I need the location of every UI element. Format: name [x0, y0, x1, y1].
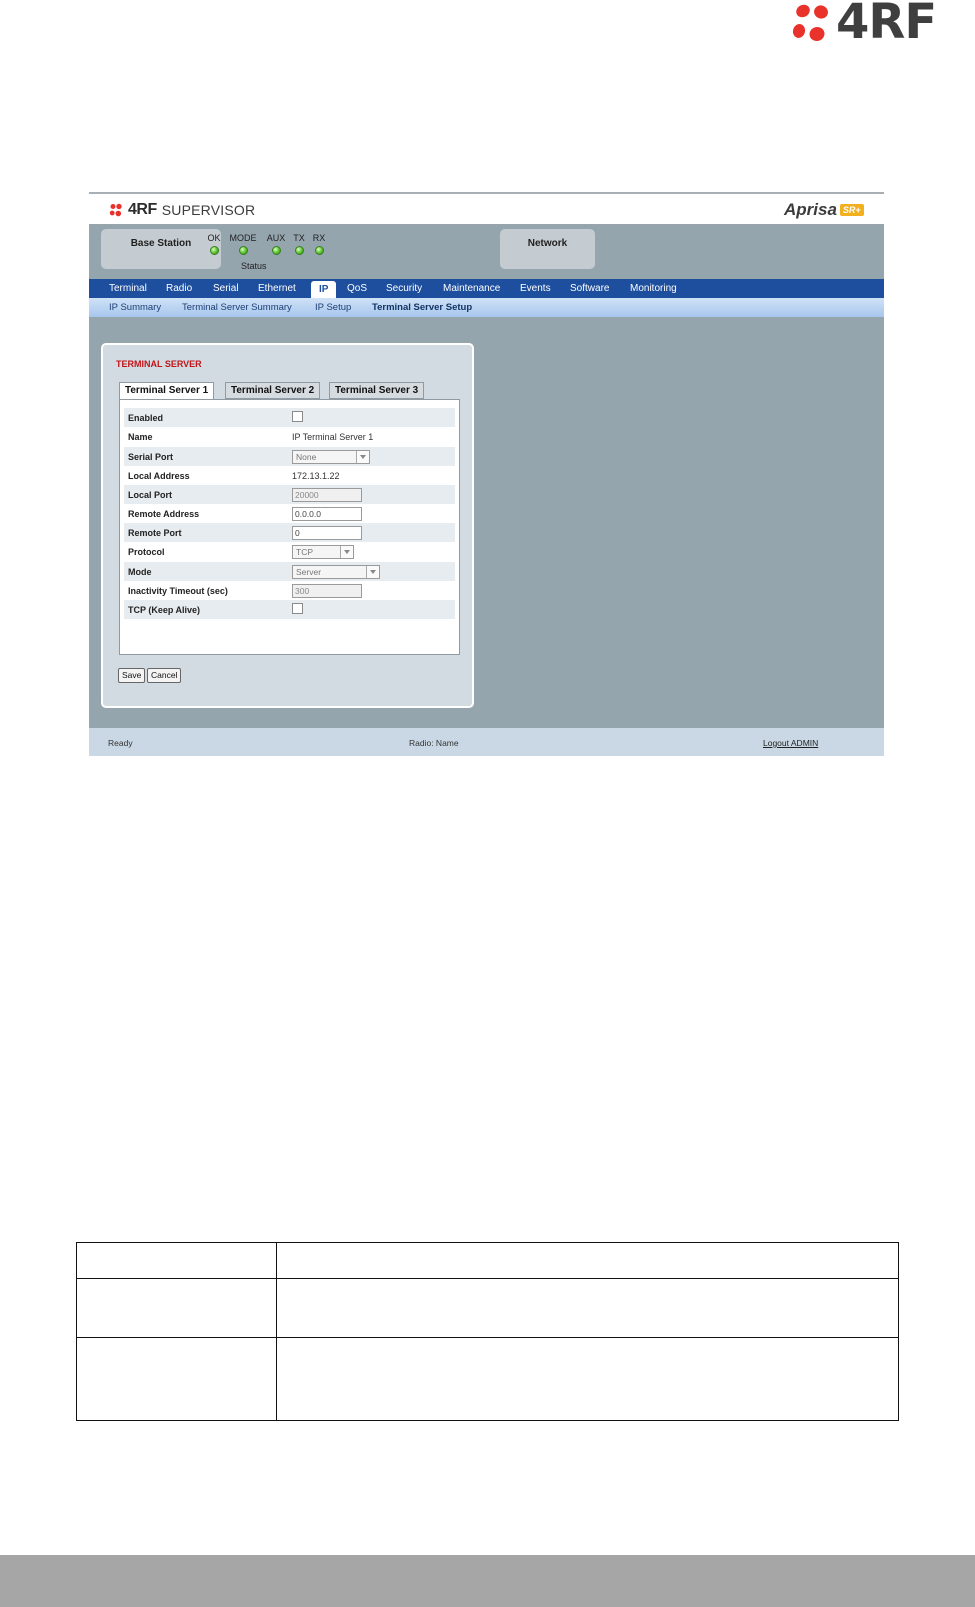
- nav-security[interactable]: Security: [386, 283, 423, 294]
- subnav-terminal-server-summary[interactable]: Terminal Server Summary: [182, 302, 292, 313]
- nav-terminal[interactable]: Terminal: [109, 283, 147, 294]
- row-remote-port: [124, 523, 455, 542]
- led-mode-icon: [239, 246, 248, 255]
- local-address-value: 172.13.1.22: [292, 471, 340, 481]
- row-local-address: [124, 466, 455, 485]
- remote-address-label: Remote Address: [128, 509, 200, 519]
- remote-port-input[interactable]: 0: [292, 526, 362, 540]
- row-local-port: [124, 485, 455, 504]
- led-ok-icon: [210, 246, 219, 255]
- mode-label: Mode: [128, 567, 152, 577]
- inactivity-timeout-label: Inactivity Timeout (sec): [128, 586, 228, 596]
- row-remote-address: [124, 504, 455, 523]
- app-header: [89, 194, 884, 225]
- enabled-checkbox[interactable]: [292, 411, 303, 422]
- led-rx-label: RX: [312, 233, 326, 243]
- base-station-box[interactable]: Base Station: [101, 229, 221, 269]
- row-protocol: [124, 542, 455, 561]
- protocol-select-value: TCP: [296, 547, 313, 557]
- panel-title: TERMINAL SERVER: [116, 359, 202, 369]
- table-cell: [77, 1338, 277, 1421]
- cancel-button[interactable]: Cancel: [147, 668, 181, 683]
- table-row: [77, 1338, 899, 1421]
- led-aux-label: AUX: [266, 233, 286, 243]
- enabled-label: Enabled: [128, 413, 164, 423]
- nav-qos[interactable]: QoS: [347, 283, 368, 294]
- led-mode: [229, 233, 257, 255]
- row-enabled: [124, 408, 455, 427]
- table-row: [77, 1279, 899, 1338]
- nav-software[interactable]: Software: [570, 283, 610, 294]
- subnav-ip-summary[interactable]: IP Summary: [109, 302, 162, 313]
- led-aux: [266, 233, 286, 255]
- nav-serial[interactable]: Serial: [213, 283, 239, 294]
- tcp-keep-alive-checkbox[interactable]: [292, 603, 303, 614]
- led-rx: [311, 233, 327, 255]
- protocol-select[interactable]: [292, 545, 354, 559]
- local-port-input[interactable]: 20000: [292, 488, 362, 502]
- page-footer-band: [0, 1555, 975, 1607]
- nav-ethernet[interactable]: Ethernet: [258, 283, 296, 294]
- remote-port-label: Remote Port: [128, 528, 182, 538]
- status-area: [89, 225, 884, 279]
- row-mode: [124, 562, 455, 581]
- row-serial-port: [124, 447, 455, 466]
- terminal-server-form: [119, 399, 460, 655]
- local-port-label: Local Port: [128, 490, 173, 500]
- terminal-server-panel: [101, 343, 474, 708]
- 4rf-logo-text: 4RF: [836, 0, 937, 50]
- table-cell: [277, 1243, 899, 1279]
- save-button[interactable]: Save: [118, 668, 145, 683]
- tab-terminal-server-3[interactable]: Terminal Server 3: [329, 382, 424, 399]
- local-address-label: Local Address: [128, 471, 190, 481]
- sub-nav: [89, 298, 884, 317]
- subnav-ip-setup[interactable]: IP Setup: [315, 302, 352, 313]
- nav-ip[interactable]: IP: [311, 281, 336, 298]
- nav-events[interactable]: Events: [520, 283, 551, 294]
- serial-port-label: Serial Port: [128, 452, 174, 462]
- 4rf-logo: [790, 0, 965, 48]
- app-footer: [89, 728, 884, 756]
- led-ok: [207, 233, 221, 255]
- subnav-terminal-server-setup[interactable]: Terminal Server Setup: [372, 302, 473, 313]
- 4rf-dots-logo-icon: [790, 2, 834, 46]
- chevron-down-icon: [340, 546, 353, 558]
- supervisor-app: [89, 192, 884, 756]
- 4rf-dots-small-icon: [109, 203, 125, 217]
- mode-select[interactable]: [292, 565, 380, 579]
- radio-name: Radio: Name: [409, 738, 459, 748]
- row-tcp-keep-alive: [124, 600, 455, 619]
- status-caption: Status: [241, 261, 267, 271]
- table-cell: [277, 1279, 899, 1338]
- row-inactivity-timeout: [124, 581, 455, 600]
- mode-select-value: Server: [296, 567, 322, 577]
- led-tx-label: TX: [293, 233, 305, 243]
- nav-maintenance[interactable]: Maintenance: [443, 283, 501, 294]
- led-tx-icon: [295, 246, 304, 255]
- remote-address-input[interactable]: 0.0.0.0: [292, 507, 362, 521]
- app-logo: [109, 201, 255, 219]
- name-label: Name: [128, 432, 153, 442]
- table-row: [77, 1243, 899, 1279]
- led-aux-icon: [272, 246, 281, 255]
- name-value: IP Terminal Server 1: [292, 432, 374, 442]
- inactivity-timeout-input[interactable]: 300: [292, 584, 362, 598]
- app-brand: 4RF: [128, 201, 157, 218]
- status-ready: Ready: [108, 738, 133, 748]
- logout-link[interactable]: Logout ADMIN: [763, 738, 819, 748]
- serial-port-select[interactable]: [292, 450, 370, 464]
- table-cell: [277, 1338, 899, 1421]
- row-name: [124, 427, 455, 446]
- nav-radio[interactable]: Radio: [166, 283, 193, 294]
- tab-terminal-server-1[interactable]: Terminal Server 1: [119, 382, 214, 400]
- main-nav: [89, 279, 884, 298]
- nav-monitoring[interactable]: Monitoring: [630, 283, 677, 294]
- table-cell: [77, 1243, 277, 1279]
- document-table: [76, 1242, 899, 1421]
- chevron-down-icon: [366, 566, 379, 578]
- aprisa-logo-badge: SR+: [840, 204, 864, 216]
- led-rx-icon: [315, 246, 324, 255]
- chevron-down-icon: [356, 451, 369, 463]
- led-tx: [292, 233, 306, 255]
- network-box[interactable]: Network: [500, 229, 595, 269]
- led-ok-label: OK: [207, 233, 221, 243]
- tab-terminal-server-2[interactable]: Terminal Server 2: [225, 382, 320, 399]
- aprisa-logo: [784, 200, 864, 220]
- table-cell: [77, 1279, 277, 1338]
- led-mode-label: MODE: [229, 233, 257, 243]
- tcp-keep-alive-label: TCP (Keep Alive): [128, 605, 201, 615]
- protocol-label: Protocol: [128, 547, 165, 557]
- serial-port-select-value: None: [296, 452, 317, 462]
- app-product-name: SUPERVISOR: [161, 202, 256, 218]
- aprisa-logo-word: Aprisa: [784, 200, 837, 219]
